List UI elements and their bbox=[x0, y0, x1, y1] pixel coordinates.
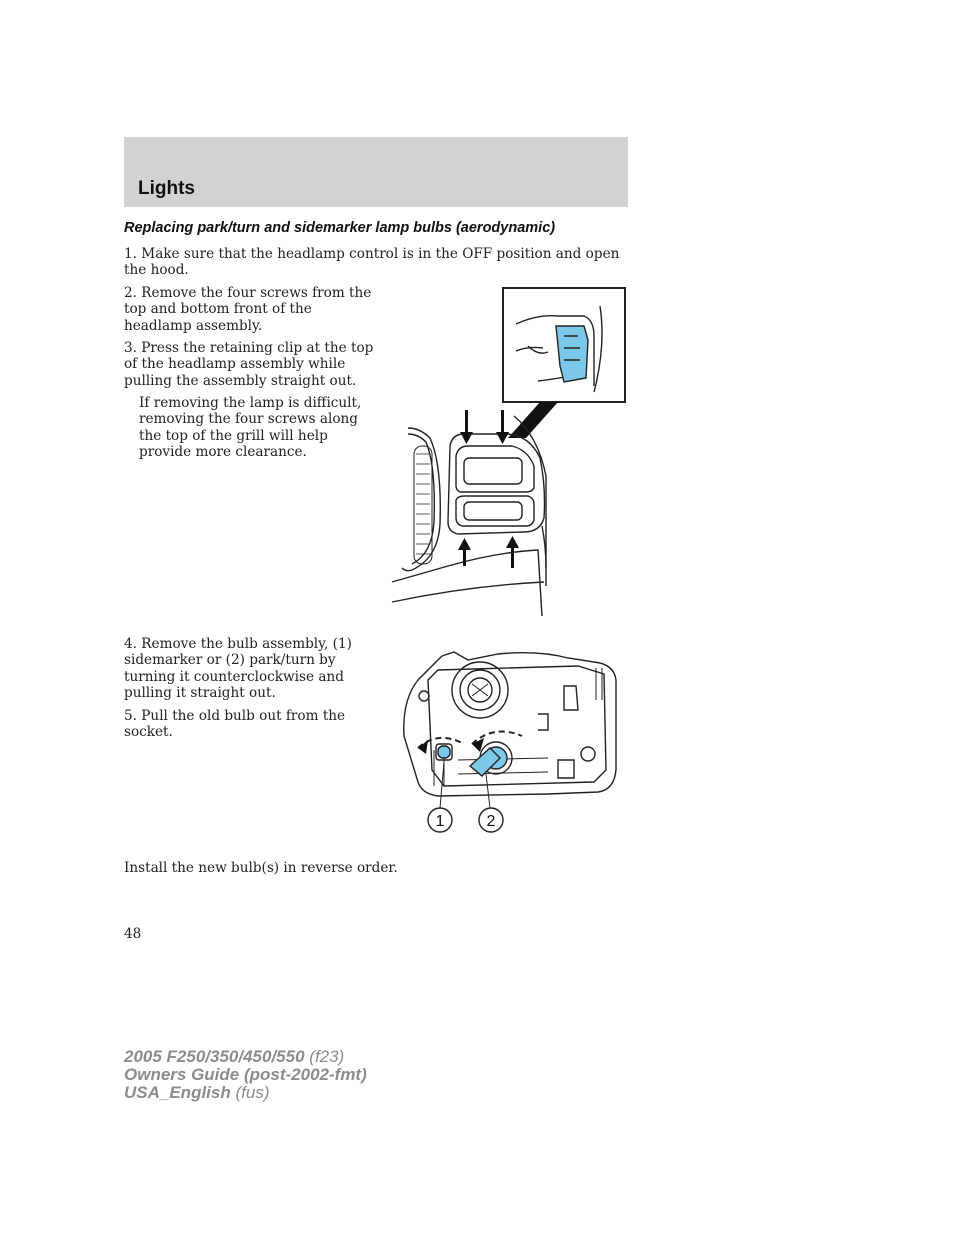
step-2-text: 2. Remove the four screws from the top and bottom front of the headlamp assembly. bbox=[124, 285, 372, 334]
footer-language-code: (fus) bbox=[235, 1083, 270, 1102]
footer-language: USA_English bbox=[124, 1083, 231, 1102]
step-5-text: 5. Pull the old bulb out from the socket. bbox=[124, 708, 346, 741]
footer-model: 2005 F250/350/450/550 bbox=[124, 1047, 305, 1066]
final-instruction: Install the new bulb(s) in reverse order. bbox=[124, 860, 398, 876]
step-3-text: 3. Press the retaining clip at the top of the headlamp assembly while pulling the assembly straight out. bbox=[124, 340, 374, 389]
page-title: Lights bbox=[138, 178, 195, 199]
step-4-text: 4. Remove the bulb assembly, (1) sidemarker or (2) park/turn by turning it counterclockwise and pulling it straight out. bbox=[124, 636, 352, 701]
step-1-text: 1. Make sure that the headlamp control is in the OFF position and open the hood. bbox=[124, 246, 620, 279]
page-number: 48 bbox=[124, 926, 142, 942]
callout-1-label: 1 bbox=[435, 813, 445, 830]
footer-guide: Owners Guide (post-2002-fmt) bbox=[124, 1065, 367, 1084]
footer-model-code: (f23) bbox=[309, 1047, 345, 1066]
headlamp-removal-illustration bbox=[388, 286, 630, 616]
section-header-band bbox=[124, 137, 628, 207]
section-heading: Replacing park/turn and sidemarker lamp bulbs (aerodynamic) bbox=[124, 220, 556, 236]
bulb-socket-illustration bbox=[398, 640, 620, 840]
callout-2-label: 2 bbox=[486, 813, 496, 830]
step-3-note: If removing the lamp is difficult, removing the four screws along the top of the grill will help provide more clearance. bbox=[139, 395, 362, 460]
document-footer bbox=[124, 1048, 367, 1102]
